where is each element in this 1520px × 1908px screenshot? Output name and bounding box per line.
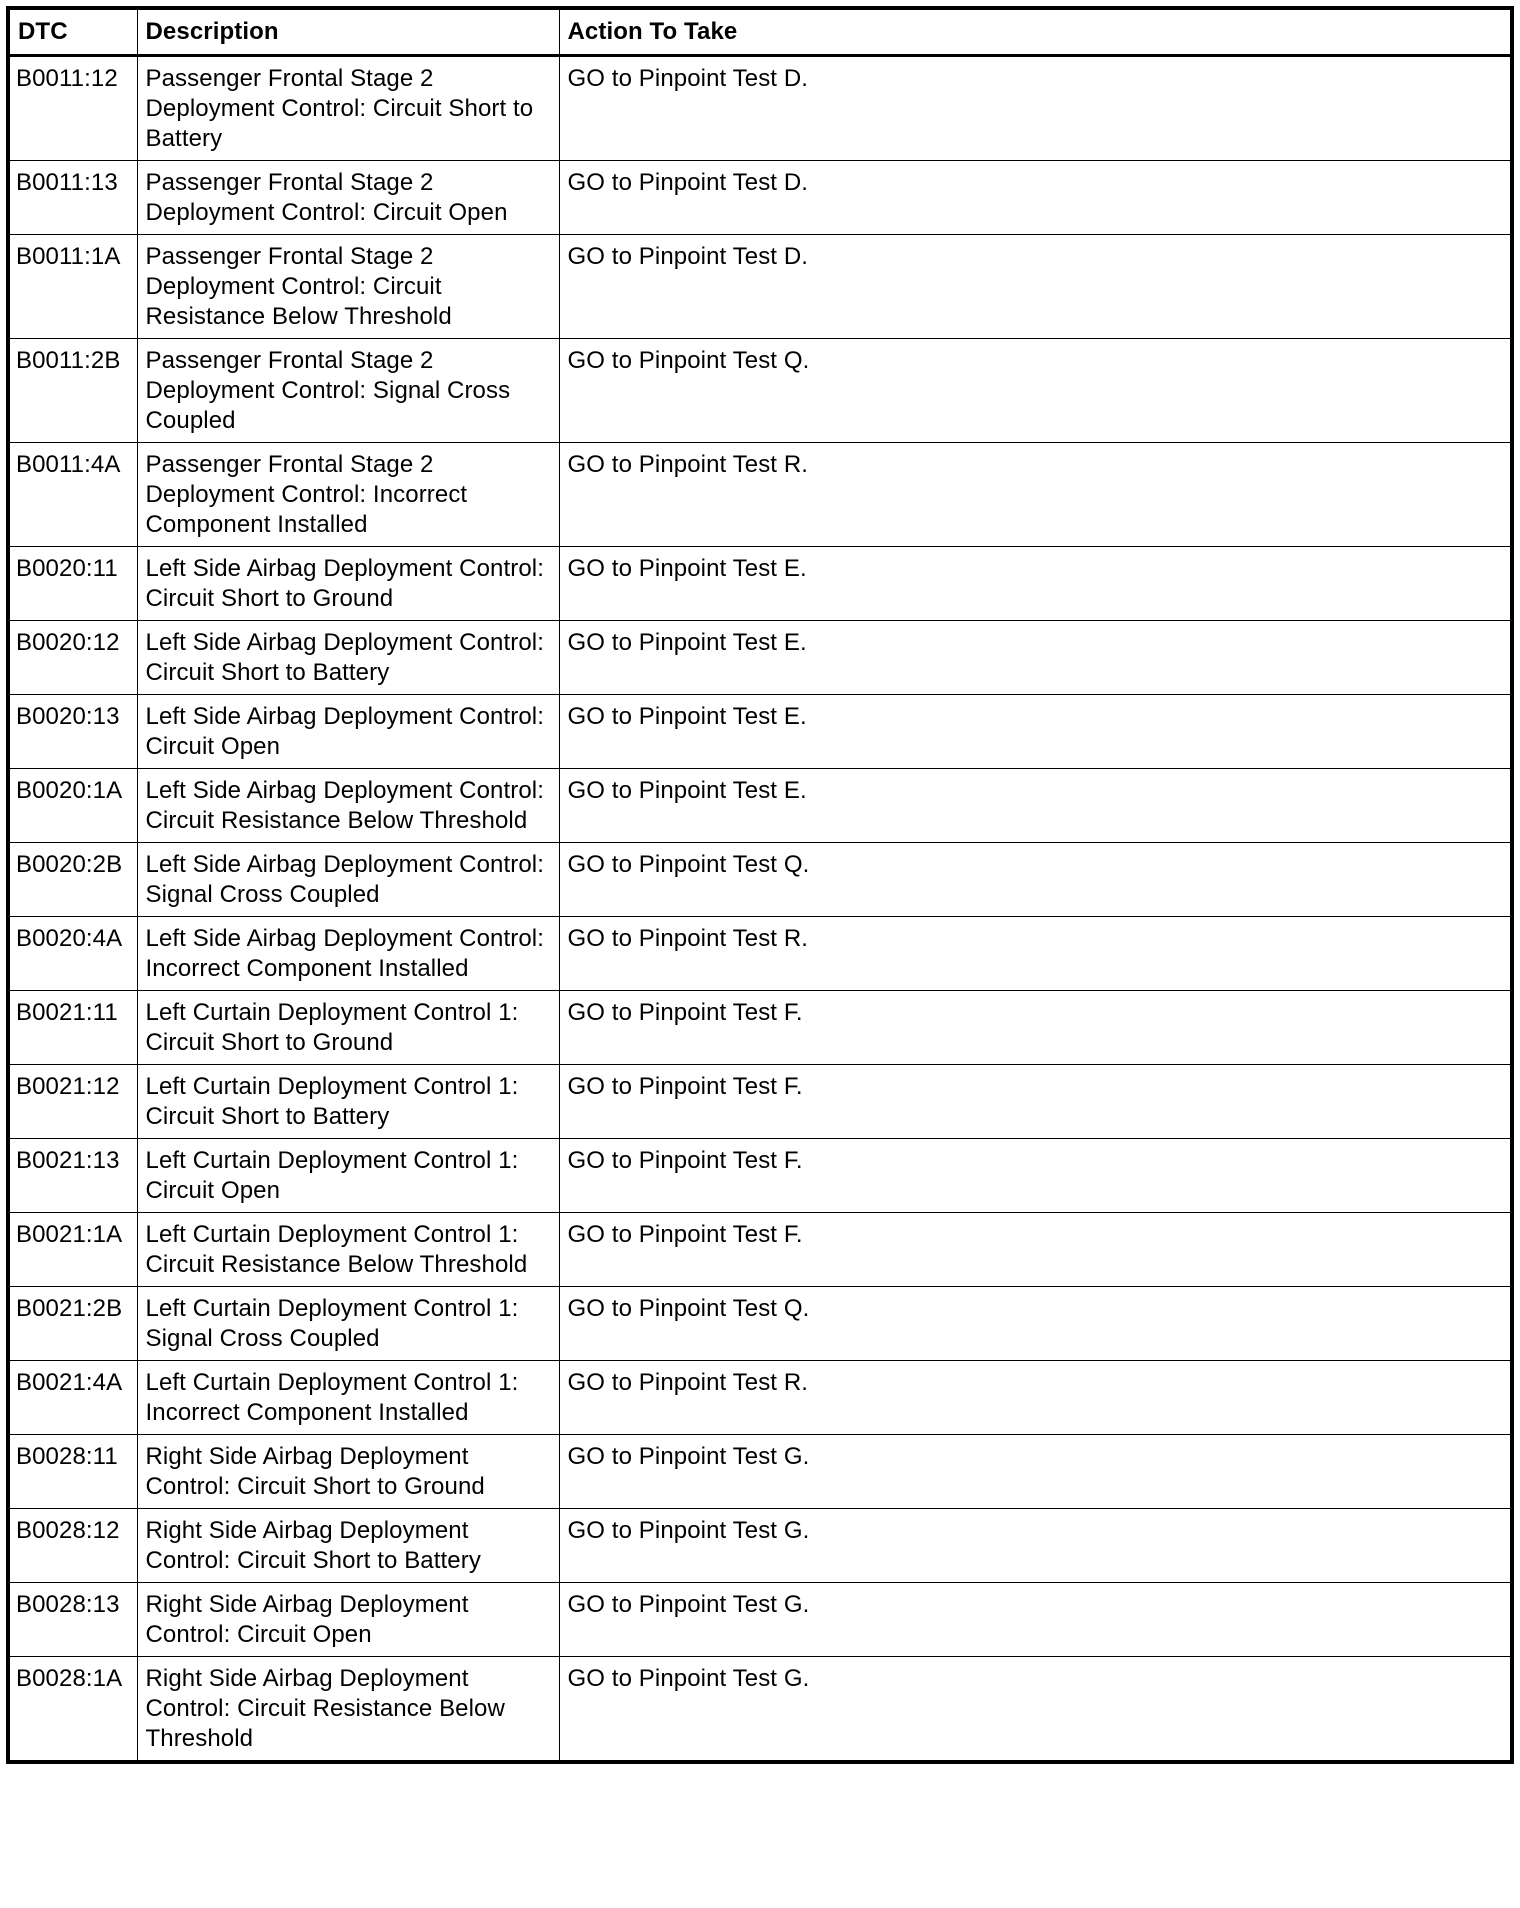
description-cell: Left Side Airbag Deployment Control: Incorrect Component Installed [137, 917, 559, 991]
dtc-code-cell: B0011:12 [8, 56, 137, 161]
dtc-code-cell: B0011:2B [8, 339, 137, 443]
description-cell: Left Curtain Deployment Control 1: Circuit Short to Battery [137, 1065, 559, 1139]
header-description: Description [137, 8, 559, 56]
description-cell: Right Side Airbag Deployment Control: Circuit Short to Ground [137, 1435, 559, 1509]
table-row [8, 1139, 1512, 1213]
action-cell: GO to Pinpoint Test F. [559, 1139, 1512, 1213]
action-cell: GO to Pinpoint Test D. [559, 235, 1512, 339]
table-row [8, 235, 1512, 339]
action-cell: GO to Pinpoint Test G. [559, 1657, 1512, 1763]
table-row [8, 443, 1512, 547]
dtc-code-cell: B0021:12 [8, 1065, 137, 1139]
action-cell: GO to Pinpoint Test G. [559, 1435, 1512, 1509]
table-row [8, 769, 1512, 843]
table-row [8, 695, 1512, 769]
description-cell: Passenger Frontal Stage 2 Deployment Control: Circuit Open [137, 161, 559, 235]
dtc-code-cell: B0021:11 [8, 991, 137, 1065]
description-cell: Passenger Frontal Stage 2 Deployment Control: Circuit Resistance Below Threshold [137, 235, 559, 339]
table-row [8, 1213, 1512, 1287]
table-row [8, 843, 1512, 917]
dtc-code-cell: B0028:1A [8, 1657, 137, 1763]
table-row [8, 1509, 1512, 1583]
action-cell: GO to Pinpoint Test F. [559, 1065, 1512, 1139]
dtc-code-cell: B0021:2B [8, 1287, 137, 1361]
header-row [8, 8, 1512, 56]
dtc-code-cell: B0021:13 [8, 1139, 137, 1213]
dtc-code-cell: B0021:4A [8, 1361, 137, 1435]
action-cell: GO to Pinpoint Test R. [559, 443, 1512, 547]
description-cell: Right Side Airbag Deployment Control: Circuit Short to Battery [137, 1509, 559, 1583]
dtc-code-cell: B0028:12 [8, 1509, 137, 1583]
header-action: Action To Take [559, 8, 1512, 56]
action-cell: GO to Pinpoint Test E. [559, 695, 1512, 769]
table-row [8, 1065, 1512, 1139]
table-row [8, 1657, 1512, 1763]
table-row [8, 339, 1512, 443]
description-cell: Left Curtain Deployment Control 1: Circuit Short to Ground [137, 991, 559, 1065]
table-row [8, 1287, 1512, 1361]
table-row [8, 1361, 1512, 1435]
action-cell: GO to Pinpoint Test G. [559, 1583, 1512, 1657]
description-cell: Right Side Airbag Deployment Control: Circuit Open [137, 1583, 559, 1657]
dtc-code-cell: B0011:13 [8, 161, 137, 235]
description-cell: Passenger Frontal Stage 2 Deployment Control: Circuit Short to Battery [137, 56, 559, 161]
description-cell: Left Side Airbag Deployment Control: Signal Cross Coupled [137, 843, 559, 917]
dtc-code-cell: B0028:13 [8, 1583, 137, 1657]
header-dtc: DTC [8, 8, 137, 56]
action-cell: GO to Pinpoint Test D. [559, 161, 1512, 235]
description-cell: Left Curtain Deployment Control 1: Circuit Open [137, 1139, 559, 1213]
table-header [8, 8, 1512, 56]
table-row [8, 1583, 1512, 1657]
table-row [8, 161, 1512, 235]
dtc-code-cell: B0020:1A [8, 769, 137, 843]
description-cell: Passenger Frontal Stage 2 Deployment Control: Signal Cross Coupled [137, 339, 559, 443]
table-body [8, 56, 1512, 1763]
table-row [8, 1435, 1512, 1509]
dtc-code-cell: B0028:11 [8, 1435, 137, 1509]
action-cell: GO to Pinpoint Test E. [559, 621, 1512, 695]
table-row [8, 621, 1512, 695]
description-cell: Passenger Frontal Stage 2 Deployment Control: Incorrect Component Installed [137, 443, 559, 547]
action-cell: GO to Pinpoint Test R. [559, 917, 1512, 991]
description-cell: Left Curtain Deployment Control 1: Circuit Resistance Below Threshold [137, 1213, 559, 1287]
description-cell: Left Side Airbag Deployment Control: Circuit Short to Battery [137, 621, 559, 695]
dtc-code-cell: B0020:4A [8, 917, 137, 991]
description-cell: Left Side Airbag Deployment Control: Circuit Resistance Below Threshold [137, 769, 559, 843]
dtc-code-cell: B0021:1A [8, 1213, 137, 1287]
action-cell: GO to Pinpoint Test R. [559, 1361, 1512, 1435]
action-cell: GO to Pinpoint Test D. [559, 56, 1512, 161]
action-cell: GO to Pinpoint Test F. [559, 1213, 1512, 1287]
action-cell: GO to Pinpoint Test E. [559, 547, 1512, 621]
action-cell: GO to Pinpoint Test Q. [559, 843, 1512, 917]
action-cell: GO to Pinpoint Test E. [559, 769, 1512, 843]
action-cell: GO to Pinpoint Test G. [559, 1509, 1512, 1583]
table-row [8, 991, 1512, 1065]
description-cell: Left Side Airbag Deployment Control: Circuit Open [137, 695, 559, 769]
description-cell: Left Curtain Deployment Control 1: Incorrect Component Installed [137, 1361, 559, 1435]
action-cell: GO to Pinpoint Test F. [559, 991, 1512, 1065]
dtc-table [6, 6, 1514, 1764]
dtc-code-cell: B0020:11 [8, 547, 137, 621]
dtc-code-cell: B0020:12 [8, 621, 137, 695]
dtc-code-cell: B0011:4A [8, 443, 137, 547]
dtc-code-cell: B0011:1A [8, 235, 137, 339]
dtc-code-cell: B0020:13 [8, 695, 137, 769]
description-cell: Left Side Airbag Deployment Control: Circuit Short to Ground [137, 547, 559, 621]
dtc-code-cell: B0020:2B [8, 843, 137, 917]
action-cell: GO to Pinpoint Test Q. [559, 1287, 1512, 1361]
description-cell: Left Curtain Deployment Control 1: Signal Cross Coupled [137, 1287, 559, 1361]
action-cell: GO to Pinpoint Test Q. [559, 339, 1512, 443]
table-row [8, 917, 1512, 991]
description-cell: Right Side Airbag Deployment Control: Circuit Resistance Below Threshold [137, 1657, 559, 1763]
table-row [8, 547, 1512, 621]
table-row [8, 56, 1512, 161]
